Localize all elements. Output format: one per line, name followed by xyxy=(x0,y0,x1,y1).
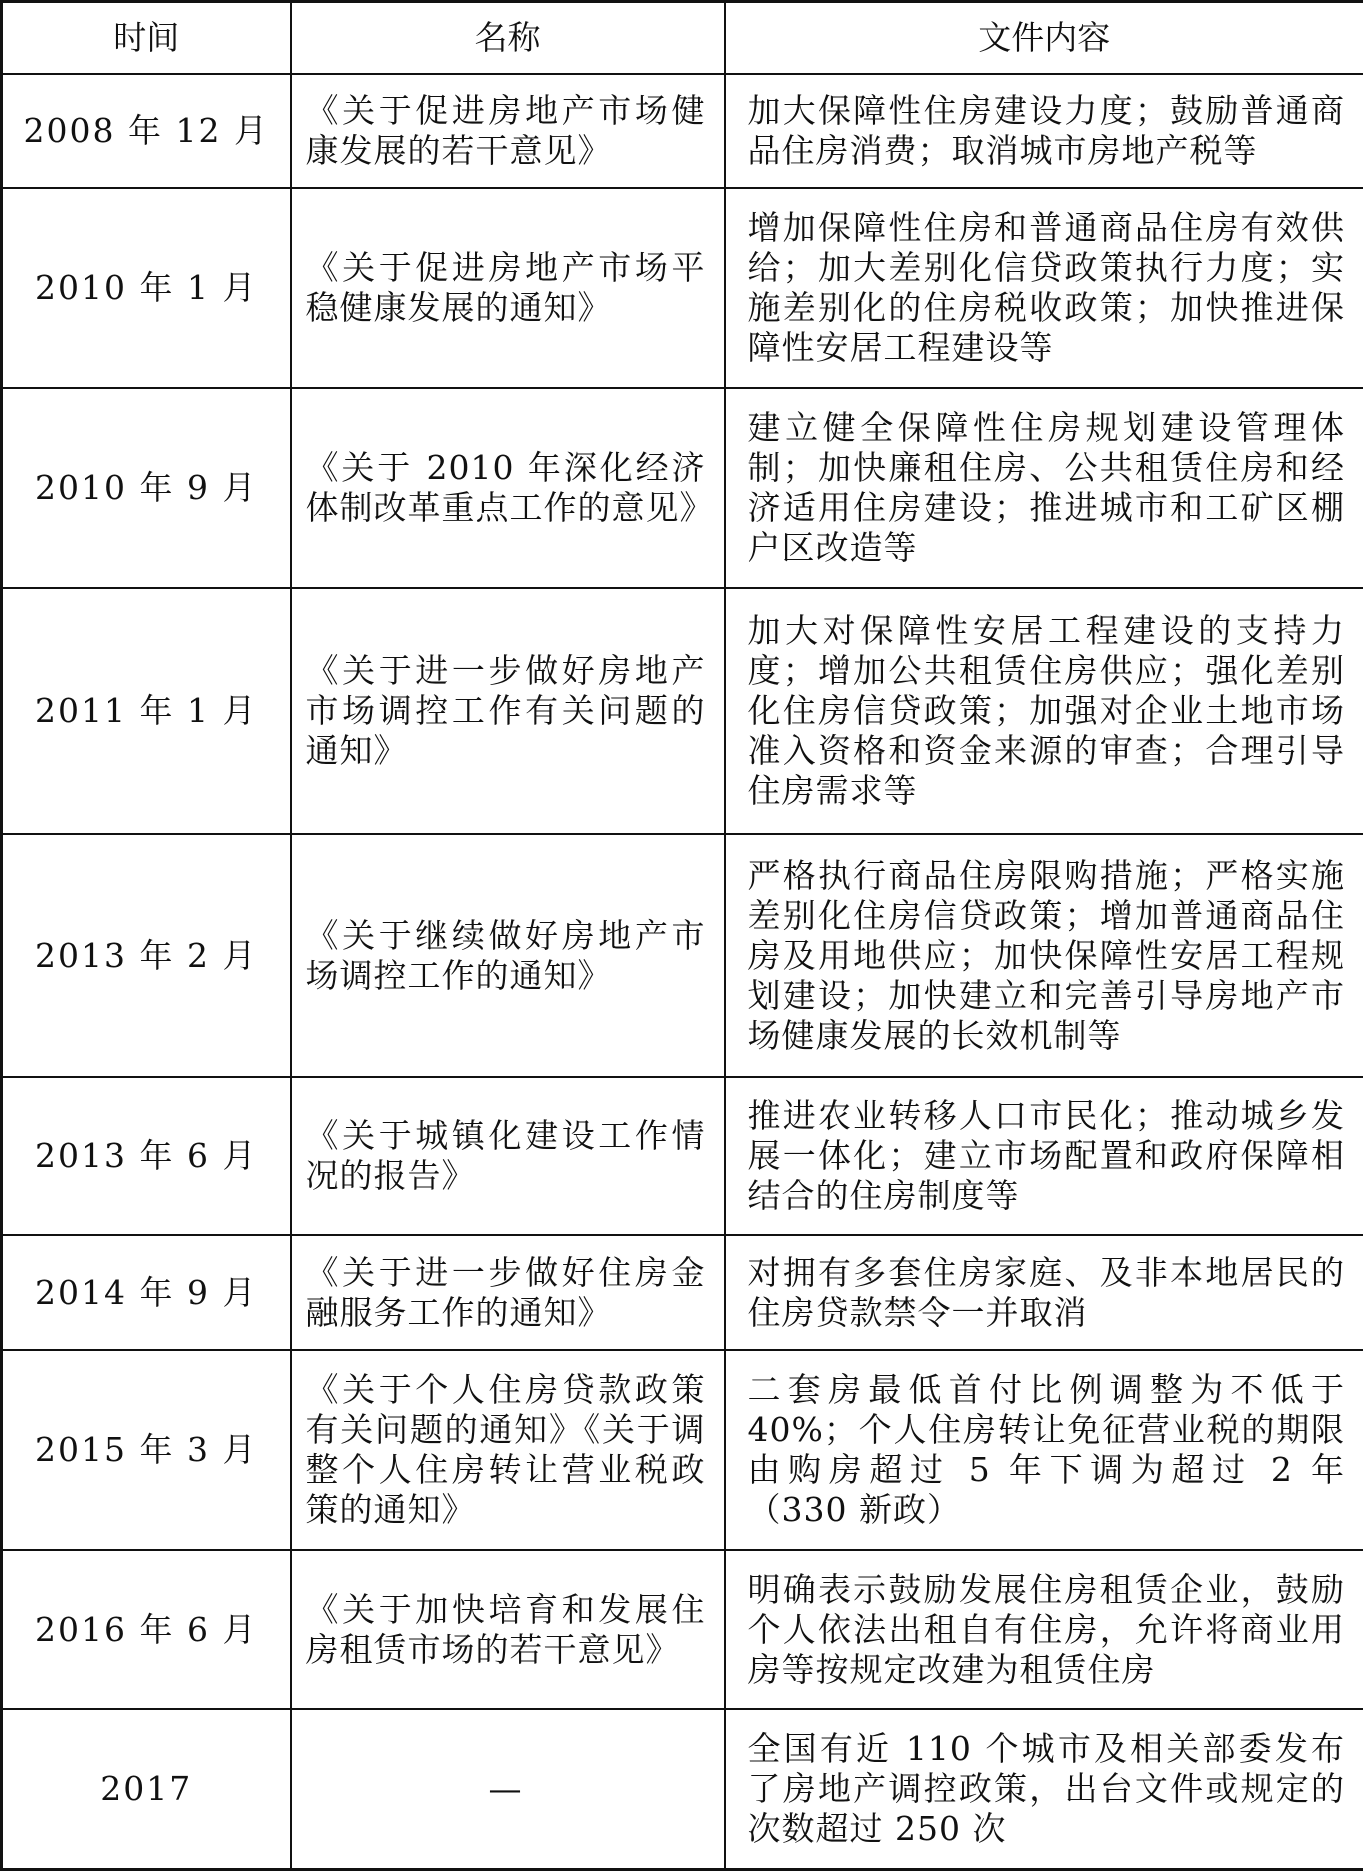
table-row xyxy=(2,1350,1363,1550)
table-row xyxy=(2,1077,1363,1235)
content-cell: 全国有近 110 个城市及相关部委发布了房地产调控政策，出台文件或规定的次数超过 250 次 xyxy=(725,1709,1363,1869)
table-row xyxy=(2,1550,1363,1709)
time-cell: 2014 年 9 月 xyxy=(2,1235,291,1350)
content-cell: 加大对保障性安居工程建设的支持力度；增加公共租赁住房供应；强化差别化住房信贷政策；加强对企业土地市场准入资格和资金来源的审查；合理引导住房需求等 xyxy=(725,588,1363,834)
content-cell: 增加保障性住房和普通商品住房有效供给；加大差别化信贷政策执行力度；实施差别化的住房税收政策；加快推进保障性安居工程建设等 xyxy=(725,188,1363,388)
table-row xyxy=(2,188,1363,388)
content-cell: 严格执行商品住房限购措施；严格实施差别化住房信贷政策；增加普通商品住房及用地供应；加快保障性安居工程规划建设；加快建立和完善引导房地产市场健康发展的长效机制等 xyxy=(725,834,1363,1077)
table-row xyxy=(2,74,1363,188)
time-cell: 2008 年 12 月 xyxy=(2,74,291,188)
name-cell: 《关于继续做好房地产市场调控工作的通知》 xyxy=(291,834,725,1077)
time-cell: 2015 年 3 月 xyxy=(2,1350,291,1550)
name-cell: 《关于促进房地产市场健康发展的若干意见》 xyxy=(291,74,725,188)
header-content: 文件内容 xyxy=(725,2,1363,75)
time-cell: 2013 年 2 月 xyxy=(2,834,291,1077)
header-name: 名称 xyxy=(291,2,725,75)
name-cell: 《关于进一步做好住房金融服务工作的通知》 xyxy=(291,1235,725,1350)
name-cell: 《关于城镇化建设工作情况的报告》 xyxy=(291,1077,725,1235)
content-cell: 加大保障性住房建设力度；鼓励普通商品住房消费；取消城市房地产税等 xyxy=(725,74,1363,188)
time-cell: 2016 年 6 月 xyxy=(2,1550,291,1709)
table-row xyxy=(2,834,1363,1077)
content-cell: 明确表示鼓励发展住房租赁企业，鼓励个人依法出租自有住房，允许将商业用房等按规定改建为租赁住房 xyxy=(725,1550,1363,1709)
name-cell: — xyxy=(291,1709,725,1869)
name-cell: 《关于 2010 年深化经济体制改革重点工作的意见》 xyxy=(291,388,725,588)
header-time: 时间 xyxy=(2,2,291,75)
header-row xyxy=(2,2,1363,75)
content-cell: 二套房最低首付比例调整为不低于 40%；个人住房转让免征营业税的期限由购房超过 5 年下调为超过 2 年（330 新政） xyxy=(725,1350,1363,1550)
time-cell: 2011 年 1 月 xyxy=(2,588,291,834)
table-row xyxy=(2,388,1363,588)
time-cell: 2010 年 1 月 xyxy=(2,188,291,388)
name-cell: 《关于加快培育和发展住房租赁市场的若干意见》 xyxy=(291,1550,725,1709)
content-cell: 建立健全保障性住房规划建设管理体制；加快廉租住房、公共租赁住房和经济适用住房建设；推进城市和工矿区棚户区改造等 xyxy=(725,388,1363,588)
time-cell: 2017 xyxy=(2,1709,291,1869)
name-cell: 《关于个人住房贷款政策有关问题的通知》《关于调整个人住房转让营业税政策的通知》 xyxy=(291,1350,725,1550)
table-row xyxy=(2,1235,1363,1350)
name-cell: 《关于进一步做好房地产市场调控工作有关问题的通知》 xyxy=(291,588,725,834)
name-cell: 《关于促进房地产市场平稳健康发展的通知》 xyxy=(291,188,725,388)
table-row xyxy=(2,588,1363,834)
time-cell: 2010 年 9 月 xyxy=(2,388,291,588)
content-cell: 对拥有多套住房家庭、及非本地居民的住房贷款禁令一并取消 xyxy=(725,1235,1363,1350)
time-cell: 2013 年 6 月 xyxy=(2,1077,291,1235)
table-row xyxy=(2,1709,1363,1869)
content-cell: 推进农业转移人口市民化；推动城乡发展一体化；建立市场配置和政府保障相结合的住房制度等 xyxy=(725,1077,1363,1235)
